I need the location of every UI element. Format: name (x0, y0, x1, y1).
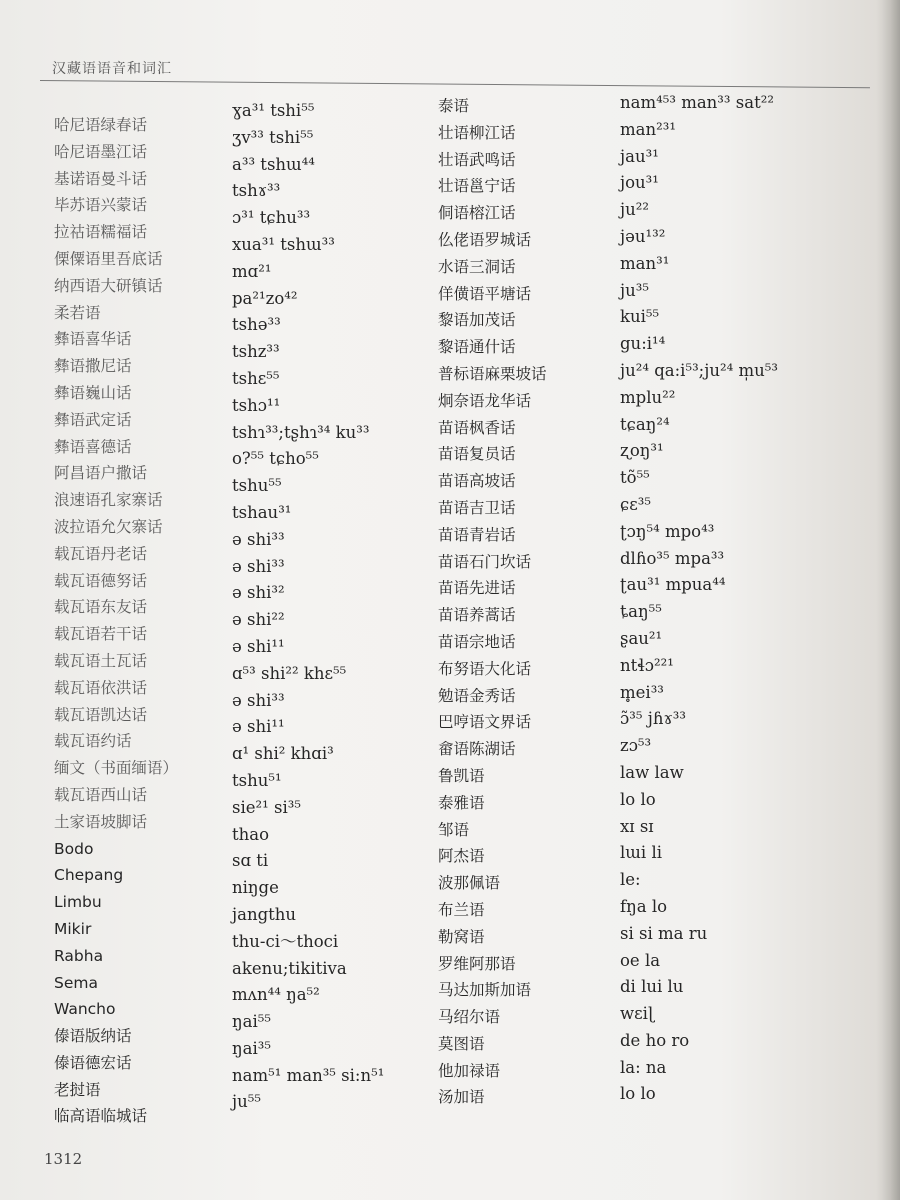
language-name: 普标语麻栗坡话 (438, 364, 547, 383)
language-name: 波那佩语 (438, 874, 501, 893)
language-name: 苗语先进话 (438, 579, 516, 598)
language-name: 傣语版纳话 (54, 1027, 132, 1046)
language-name: 苗语复员话 (438, 445, 516, 464)
word-form: ɣa³¹ tshi⁵⁵ (232, 101, 315, 120)
language-name: 水语三洞话 (438, 257, 516, 276)
word-form: jau³¹ (620, 146, 659, 166)
word-form: wɛiɭ (620, 1004, 654, 1024)
language-name: 拉祜语糯福话 (54, 223, 148, 242)
language-name: 阿昌语户撒话 (54, 464, 148, 483)
word-form: tshɤ³³ (232, 181, 281, 201)
running-header: 汉藏语语音和词汇 (52, 61, 172, 77)
language-name: 载瓦语丹老话 (54, 544, 148, 563)
language-name: 彝语喜华话 (54, 330, 132, 349)
word-form: lo lo (620, 1084, 656, 1104)
word-form: gu:i¹⁴ (620, 334, 666, 354)
word-form: jangthu (232, 904, 297, 924)
language-name: 苗语养蒿话 (438, 606, 516, 625)
language-name: 载瓦语凯达话 (54, 705, 148, 724)
language-name: 罗维阿那语 (438, 954, 516, 973)
word-form: dlɦo³⁵ mpa³³ (620, 548, 725, 568)
language-name: 勉语金秀话 (438, 686, 516, 705)
language-name: 毕苏语兴蒙话 (54, 196, 148, 215)
word-form: sɑ ti (232, 851, 269, 871)
word-form: si si ma ru (620, 923, 708, 943)
language-name: 苗语吉卫话 (438, 498, 516, 517)
language-name: Bodo (54, 839, 94, 858)
language-name: 汤加语 (438, 1088, 485, 1107)
language-name: 彝语巍山话 (54, 383, 132, 402)
language-name: 苗语青岩话 (438, 525, 516, 544)
language-name: 柔若语 (54, 303, 101, 322)
word-form: law law (620, 762, 684, 782)
language-name: 老挝语 (54, 1080, 101, 1099)
word-form: tshz³³ (232, 342, 280, 362)
language-name: 莫图语 (438, 1034, 485, 1053)
language-name: 马绍尔语 (438, 1008, 501, 1027)
word-form: jou³¹ (620, 173, 659, 193)
language-name: 布努语大化话 (438, 659, 532, 678)
word-form: nam⁴⁵³ man³³ sat²² (620, 93, 774, 112)
language-name: Sema (54, 973, 98, 992)
language-name: 彝语撒尼话 (54, 357, 132, 376)
language-name: 载瓦语约话 (54, 732, 132, 751)
word-form: tõ⁵⁵ (620, 468, 650, 488)
word-form: ʐoŋ³¹ (620, 441, 664, 461)
word-form: mɑ²¹ (232, 261, 272, 281)
word-form: ə shi¹¹ (232, 636, 285, 656)
language-name: 布兰语 (438, 900, 485, 919)
language-name: 苗语高坡话 (438, 472, 516, 491)
language-name: 彝语喜德话 (54, 437, 132, 456)
language-name: 壮语武鸣话 (438, 150, 516, 169)
language-name: 彝语武定话 (54, 410, 132, 429)
word-form: ɔ̃³⁵ jɦɤ³³ (620, 709, 686, 729)
language-name: 苗语石门坎话 (438, 552, 532, 571)
language-name: Wancho (54, 1000, 116, 1019)
language-name: 土家语坡脚话 (54, 812, 148, 831)
word-form: ju³⁵ (620, 280, 649, 300)
word-form: mʌn⁴⁴ ŋa⁵² (232, 985, 320, 1005)
language-name: 鲁凯语 (438, 766, 485, 785)
word-form: a³³ tshɯ⁴⁴ (232, 154, 315, 174)
word-form: tshə³³ (232, 315, 281, 335)
language-name: 泰语 (438, 97, 470, 115)
word-form: ə shi³³ (232, 556, 285, 576)
word-form: akenu;tikitiva (232, 958, 347, 978)
language-name: 载瓦语西山话 (54, 785, 148, 804)
word-form: tshu⁵⁵ (232, 476, 282, 496)
word-form: de ho ro (620, 1030, 690, 1050)
language-name: 傣语德宏话 (54, 1053, 132, 1072)
page-number: 1312 (44, 1150, 83, 1168)
word-form: ȶaŋ⁵⁵ (620, 602, 662, 622)
language-name: 临高语临城话 (54, 1107, 148, 1126)
page-edge-shadow (876, 0, 900, 1200)
header-rule (40, 80, 870, 88)
word-form: man³¹ (620, 253, 670, 273)
language-name: 载瓦语德努话 (54, 571, 148, 590)
language-name: 苗语枫香话 (438, 418, 516, 437)
language-name: 他加禄语 (438, 1061, 501, 1080)
language-name: 载瓦语依洪话 (54, 678, 148, 697)
word-form: tshɿ³³;tʂhɿ³⁴ ku³³ (232, 422, 370, 442)
word-form: lo lo (620, 789, 656, 809)
word-form: m̥ei³³ (620, 682, 664, 702)
word-form: lɯi li (620, 843, 662, 863)
word-form: ju²⁴ qa:i⁵³;ju²⁴ m̩u⁵³ (620, 360, 778, 380)
word-form: ntɬɔ²²¹ (620, 655, 674, 675)
language-name: 黎语加茂话 (438, 311, 516, 330)
word-form: xua³¹ tshɯ³³ (232, 234, 335, 254)
language-name: 马达加斯加语 (438, 981, 532, 1000)
word-form: di lui lu (620, 977, 684, 997)
word-form: pa²¹zo⁴² (232, 288, 298, 308)
word-form: zɔ⁵³ (620, 736, 652, 756)
word-form: tɕaŋ²⁴ (620, 414, 670, 434)
language-name: 畲语陈湖话 (438, 740, 516, 759)
language-name: 浪速语孔家寨话 (54, 491, 163, 510)
language-name: 壮语邕宁话 (438, 177, 516, 196)
language-name: 纳西语大研镇话 (54, 276, 163, 295)
word-form: thao (232, 824, 270, 844)
word-form: ɕɛ³⁵ (620, 494, 652, 514)
word-form: tshau³¹ (232, 502, 292, 522)
word-form: ə shi³³ (232, 529, 285, 549)
word-form: ɑ⁵³ shi²² khɛ⁵⁵ (232, 663, 347, 683)
word-form: tshɔ¹¹ (232, 395, 281, 415)
word-form: ʒv³³ tshi⁵⁵ (232, 127, 314, 147)
language-name: 壮语柳江话 (438, 123, 516, 142)
word-form: kui⁵⁵ (620, 307, 660, 327)
word-form: tshɛ⁵⁵ (232, 368, 280, 388)
word-form: oe la (620, 950, 661, 970)
word-form: ʈɔŋ⁵⁴ mpo⁴³ (620, 521, 715, 541)
language-name: 苗语宗地话 (438, 632, 516, 651)
word-form: mplu²² (620, 387, 676, 407)
language-name: 缅文（书面缅语） (54, 759, 179, 778)
language-name: 邹语 (438, 820, 470, 839)
word-form: ŋai⁵⁵ (232, 1012, 271, 1032)
left-language-column (54, 112, 178, 1130)
language-name: 勒窝语 (438, 927, 485, 946)
language-name: 载瓦语东友话 (54, 598, 148, 617)
word-form: o?⁵⁵ tɕho⁵⁵ (232, 449, 319, 469)
language-name: 仫佬语罗城话 (438, 230, 532, 249)
word-form: ə shi³³ (232, 690, 285, 710)
word-form: ʈau³¹ mpua⁴⁴ (620, 575, 726, 595)
word-form: ə shi¹¹ (232, 717, 285, 737)
language-name: 傈僳语里吾底话 (54, 249, 163, 268)
word-form: tshu⁵¹ (232, 770, 282, 790)
word-form: man²³¹ (620, 119, 676, 139)
right-language-column (438, 93, 547, 1111)
language-name: 泰雅语 (438, 793, 485, 812)
word-form: ə shi²² (232, 610, 285, 630)
language-name: Rabha (54, 946, 104, 965)
word-form: ɑ¹ shi² khɑi³ (232, 744, 334, 764)
word-form: fŋa lo (620, 896, 668, 916)
language-name: Limbu (54, 893, 102, 912)
word-form: thu-ci～thoci (232, 931, 339, 951)
language-name: 哈尼语绿春话 (54, 116, 148, 134)
language-name: Chepang (54, 866, 124, 885)
language-name: 佯僙语平塘话 (438, 284, 532, 303)
word-form: ɔ³¹ tɕhu³³ (232, 208, 311, 228)
word-form: niŋge (232, 878, 279, 898)
right-form-column (620, 90, 778, 1108)
language-name: 基诺语曼斗话 (54, 169, 148, 188)
word-form: le: (620, 870, 641, 890)
left-form-column (232, 98, 384, 1116)
language-name: 炯奈语龙华话 (438, 391, 532, 410)
language-name: 黎语通什话 (438, 338, 516, 357)
language-name: 载瓦语土瓦话 (54, 651, 148, 670)
language-name: 巴哼语文界话 (438, 713, 532, 732)
language-name: 哈尼语墨江话 (54, 142, 148, 161)
word-form: ju⁵⁵ (232, 1092, 261, 1112)
word-form: ŋai³⁵ (232, 1038, 271, 1058)
language-name: Mikir (54, 919, 92, 938)
word-form: la: na (620, 1057, 667, 1077)
word-form: nam⁵¹ man³⁵ si:n⁵¹ (232, 1065, 385, 1085)
language-name: 波拉语允欠寨话 (54, 517, 163, 536)
language-name: 阿杰语 (438, 847, 485, 866)
language-name: 侗语榕江话 (438, 204, 516, 223)
word-form: sie²¹ si³⁵ (232, 797, 301, 817)
word-form: ʂau²¹ (620, 628, 663, 648)
word-form: ə shi³² (232, 583, 285, 603)
word-form: ju²² (620, 200, 649, 220)
word-form: xɪ sɪ (620, 816, 654, 836)
word-form: jəu¹³² (620, 226, 666, 246)
language-name: 载瓦语若干话 (54, 625, 148, 644)
